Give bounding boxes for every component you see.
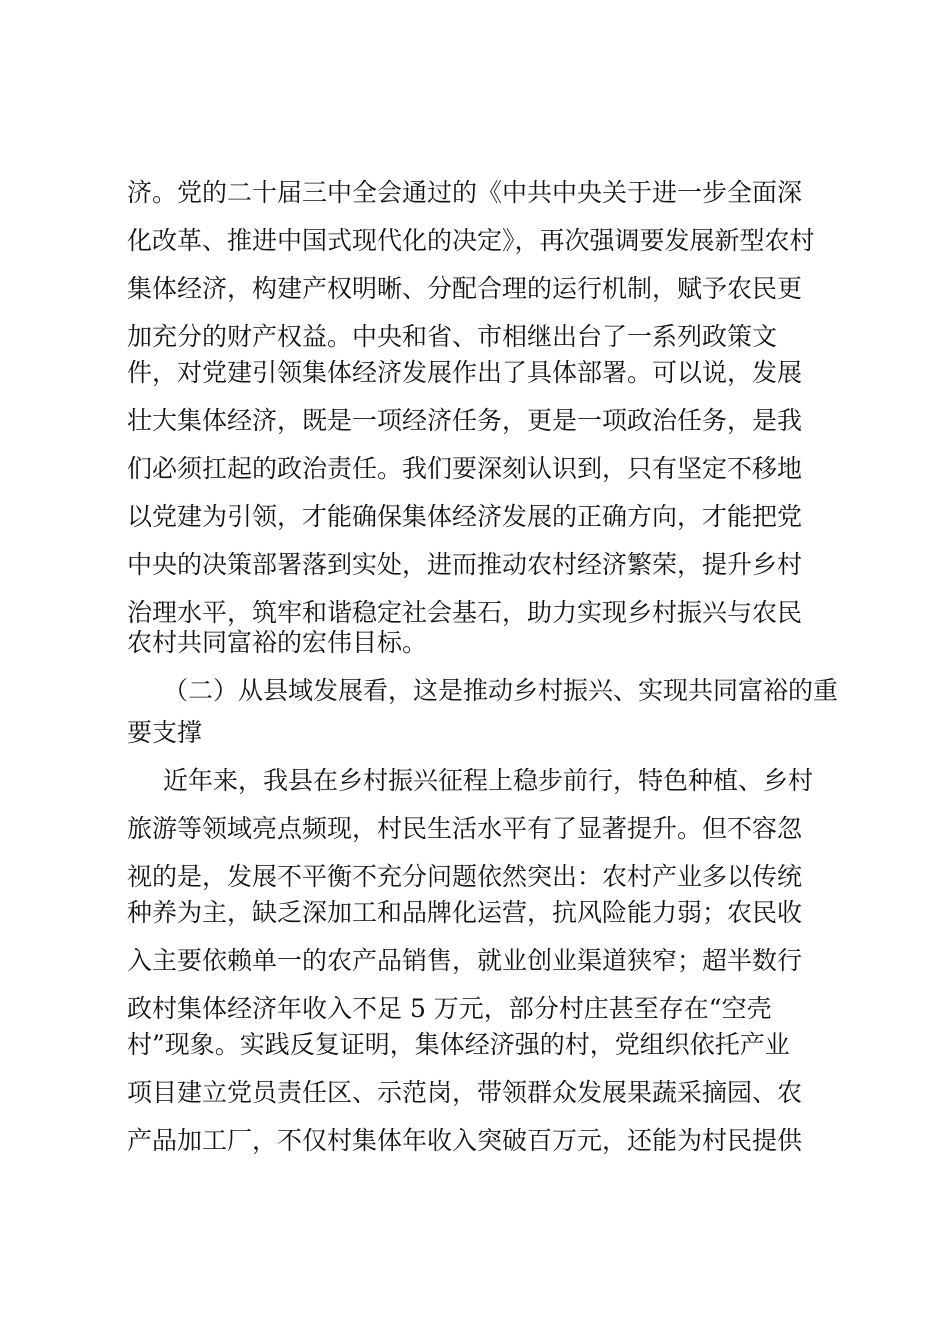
paragraph-1-line-4: 加充分的财产权益。中央和省、市相继出台了一系列政策文 — [127, 322, 778, 351]
section-heading-line-2: 要支撑 — [127, 718, 203, 747]
section-heading-line-1: （二）从县域发展看，这是推动乡村振兴、实现共同富裕的重 — [163, 676, 839, 705]
paragraph-2-line-9: 产品加工厂，不仅村集体年收入突破百万元，还能为村民提供 — [127, 1126, 803, 1155]
paragraph-1-line-9: 中央的决策部署落到实处，进而推动农村经济繁荣，提升乡村 — [127, 550, 803, 579]
paragraph-2-line-4: 种养为主，缺乏深加工和品牌化运营，抗风险能力弱；农民收 — [127, 898, 803, 927]
paragraph-1-line-1: 济。党的二十届三中全会通过的《中共中央关于进一步全面深 — [127, 178, 803, 207]
paragraph-2-line-8: 项目建立党员责任区、示范岗，带领群众发展果蔬采摘园、农 — [127, 1078, 803, 1107]
paragraph-1-line-7: 们必须扛起的政治责任。我们要深刻认识到，只有坚定不移地 — [127, 454, 803, 483]
paragraph-2-line-5: 入主要依赖单一的农产品销售，就业创业渠道狭窄；超半数行 — [127, 946, 803, 975]
paragraph-2-line-2: 旅游等领域亮点频现，村民生活水平有了显著提升。但不容忽 — [127, 814, 803, 843]
paragraph-1-line-10: 治理水平，筑牢和谐稳定社会基石，助力实现乡村振兴与农民 — [127, 598, 803, 627]
paragraph-2-line-7: 村”现象。实践反复证明，集体经济强的村，党组织依托产业 — [127, 1030, 790, 1059]
paragraph-1-line-11: 农村共同富裕的宏伟目标。 — [127, 628, 428, 657]
paragraph-1-line-8: 以党建为引领，才能确保集体经济发展的正确方向，才能把党 — [127, 502, 803, 531]
paragraph-2-line-3: 视的是，发展不平衡不充分问题依然突出：农村产业多以传统 — [127, 862, 803, 891]
paragraph-1-line-6: 壮大集体经济，既是一项经济任务，更是一项政治任务，是我 — [127, 406, 803, 435]
paragraph-1-line-2: 化改革、推进中国式现代化的决定》，再次强调要发展新型农村 — [127, 226, 815, 255]
paragraph-1-line-5: 件，对党建引领集体经济发展作出了具体部署。可以说，发展 — [127, 358, 803, 387]
paragraph-2-line-1: 近年来，我县在乡村振兴征程上稳步前行，特色种植、乡村 — [163, 766, 814, 795]
paragraph-1-line-3: 集体经济，构建产权明晰、分配合理的运行机制，赋予农民更 — [127, 274, 803, 303]
paragraph-2-line-6: 政村集体经济年收入不足 5 万元，部分村庄甚至存在“空壳 — [127, 994, 772, 1023]
